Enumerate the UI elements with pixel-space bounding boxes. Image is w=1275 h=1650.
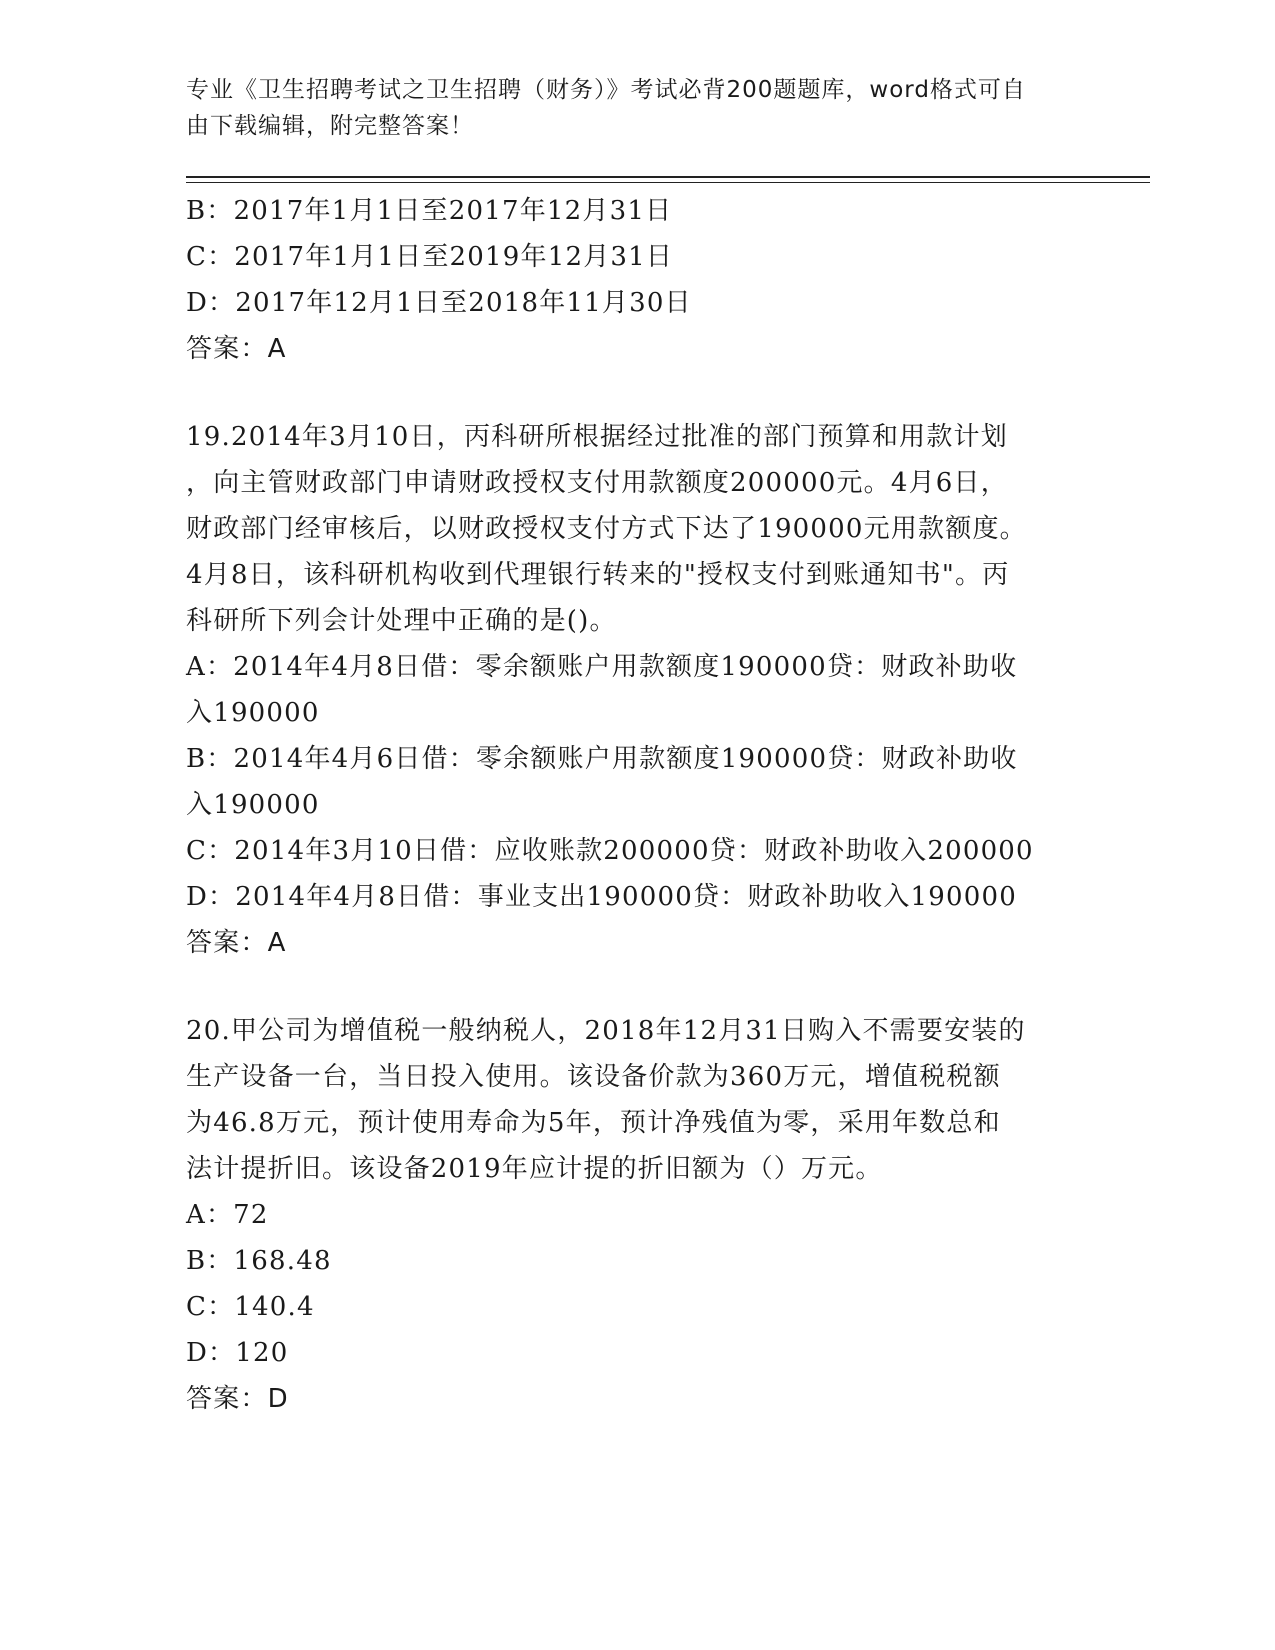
option-a-continued: 入190000 <box>186 698 320 728</box>
answer-line: 答案：A <box>186 334 287 364</box>
question-20 <box>186 1008 1086 1422</box>
option-c: C：140.4 <box>186 1292 315 1322</box>
option-b: B：2014年4月6日借：零余额账户用款额度190000贷：财政补助收 <box>186 744 1018 774</box>
spacer <box>186 966 1086 1008</box>
option-d: D：2014年4月8日借：事业支出190000贷：财政补助收入190000 <box>186 882 1018 912</box>
question-text-line: 20.甲公司为增值税一般纳税人，2018年12月31日购入不需要安装的 <box>186 1016 1026 1046</box>
option-d: D：120 <box>186 1338 289 1368</box>
document-body <box>186 188 1086 1422</box>
question-text-line: 为46.8万元，预计使用寿命为5年，预计净残值为零，采用年数总和 <box>186 1108 1001 1138</box>
header-title-line: 专业《卫生招聘考试之卫生招聘（财务）》考试必背200题题库，word格式可自 <box>186 77 1026 103</box>
previous-question-tail <box>186 188 1086 372</box>
question-text-line: 法计提折旧。该设备2019年应计提的折旧额为（）万元。 <box>186 1154 883 1184</box>
question-text-line: 科研所下列会计处理中正确的是()。 <box>186 606 617 636</box>
question-text-line: 生产设备一台，当日投入使用。该设备价款为360万元，增值税税额 <box>186 1062 1001 1092</box>
header-title-line: 由下载编辑，附完整答案！ <box>186 113 474 139</box>
question-text-line: 4月8日，该科研机构收到代理银行转来的"授权支付到账通知书"。丙 <box>186 560 1010 590</box>
option-b-continued: 入190000 <box>186 790 320 820</box>
header-divider-thick <box>186 176 1150 178</box>
question-text-line: 19.2014年3月10日，丙科研所根据经过批准的部门预算和用款计划 <box>186 422 1008 452</box>
option-b: B：2017年1月1日至2017年12月31日 <box>186 196 673 226</box>
question-text-line: ，向主管财政部门申请财政授权支付用款额度200000元。4月6日， <box>186 468 1008 498</box>
answer-line: 答案：A <box>186 928 287 958</box>
spacer <box>186 372 1086 414</box>
option-b: B：168.48 <box>186 1246 332 1276</box>
option-a: A：72 <box>186 1200 269 1230</box>
option-d: D：2017年12月1日至2018年11月30日 <box>186 288 692 318</box>
option-a: A：2014年4月8日借：零余额账户用款额度190000贷：财政补助收 <box>186 652 1018 682</box>
option-c: C：2017年1月1日至2019年12月31日 <box>186 242 674 272</box>
question-text-line: 财政部门经审核后，以财政授权支付方式下达了190000元用款额度。 <box>186 514 1027 544</box>
header-divider-thin <box>186 182 1150 183</box>
document-header <box>186 72 1066 144</box>
answer-line: 答案：D <box>186 1384 289 1414</box>
question-19 <box>186 414 1086 966</box>
option-c: C：2014年3月10日借：应收账款200000贷：财政补助收入200000 <box>186 836 1034 866</box>
